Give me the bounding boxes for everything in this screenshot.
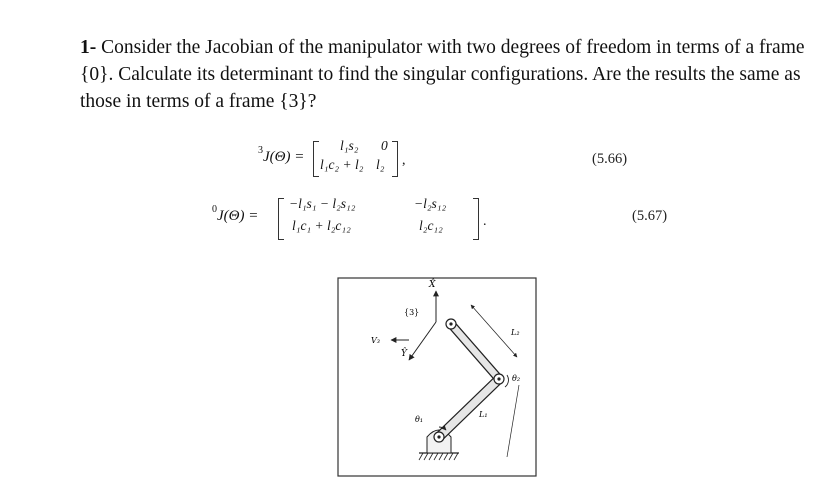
theta2-label: θ₂ [512, 374, 521, 383]
frame-label: {3} [404, 308, 420, 317]
matrix-cell: −l₂s₁₂ [414, 196, 447, 211]
matrix-right-bracket [473, 198, 479, 240]
question-body: Consider the Jacobian of the manipulator with two degrees of freedom in terms of a frame {0}. Calculate its determinant to find the singular configurations. Are the results the same as those in terms of a frame {3}? [80, 37, 805, 112]
theta1-label: θ₁ [415, 415, 424, 424]
equation-punctuation: . [483, 214, 487, 229]
equation-lhs: $^3$J(Θ) = [258, 145, 305, 165]
matrix-left-bracket [278, 198, 284, 240]
manipulator-figure [337, 277, 537, 477]
y-axis-label: Ŷ [401, 349, 407, 359]
matrix-cell: l₁c₂ + l₂ [320, 157, 364, 172]
velocity-label: V₃ [371, 336, 380, 345]
x-axis-label: X̂ [429, 280, 436, 290]
matrix-cell: −l₁s₁ − l₂s₁₂ [289, 196, 356, 211]
l2-label: L₂ [511, 328, 520, 337]
l1-label: L₁ [479, 410, 488, 419]
equation-lhs: $^0$J(Θ) = [212, 204, 259, 224]
question-number: 1- [80, 37, 97, 58]
matrix-cell: l₂c₁₂ [419, 218, 443, 233]
question-text [80, 34, 810, 115]
matrix-left-bracket [313, 141, 319, 177]
equation-number: (5.66) [592, 151, 628, 167]
matrix-cell: l₁s₂ [340, 138, 359, 153]
matrix-cell: l₂ [376, 157, 385, 172]
matrix-cell: l₁c₁ + l₂c₁₂ [292, 218, 351, 233]
matrix-cell: 0 [381, 138, 388, 153]
equation-punctuation: , [402, 153, 406, 168]
equation-number: (5.67) [632, 208, 668, 224]
matrix-right-bracket [392, 141, 398, 177]
